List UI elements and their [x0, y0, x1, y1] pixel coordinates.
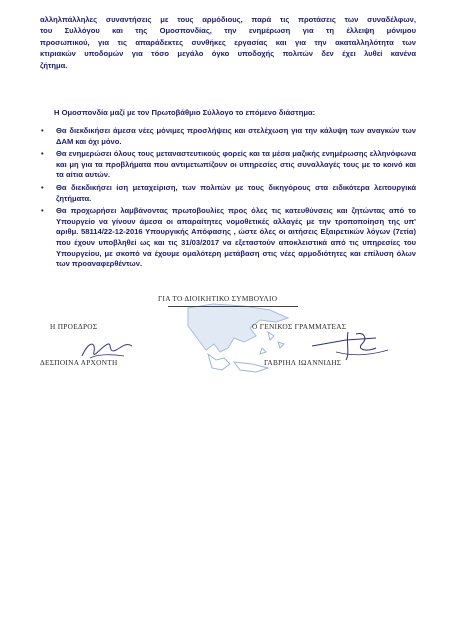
- bullet-icon: •: [41, 126, 44, 135]
- president-role: Η ΠΡΟΕΔΡΟΣ: [50, 322, 98, 331]
- list-item: [40, 206, 416, 270]
- list-item-text: Θα διεκδικήσει ίση μεταχείριση, των πολιτών με τους δικηγόρους στα ειδικότερα λειτουργικά ζητήματα.: [56, 182, 416, 203]
- list-item: [40, 126, 416, 147]
- intro-line: ζήτημα.: [40, 60, 68, 70]
- list-item: [40, 149, 416, 181]
- lead-sentence: Η Ομοσπονδία μαζί με τον Πρωτοβάθμιο Σύλλογο το επόμενο διάστημα:: [54, 108, 316, 117]
- list-item-text: Θα ενημερώσει όλους τους μεταναστευτικούς φορείς και τα μέσα μαζικής ενημέρωσης ελληνόφωνα και μη για τα προβλήματα που αντιμετωπίζουν οι υπηρεσίες στις συναλλαγές τους με το κοινό και τα αίτια αυτών.: [56, 149, 416, 180]
- signature-block: [38, 292, 418, 376]
- list-item-text: Θα προχωρήσει λαμβάνοντας πρωτοβουλίες προς όλες τις κατευθύνσεις και ζητώντας από το Υπουργείο να γίνουν άμεσα οι απαραίτητες νομοθετικές αλλαγές με την τροποποίηση της υπ' αριθμ. 58114/22-12-2016 Υπουργικής Απόφασης , ώστε όλες οι αιτήσεις Εξαιρετικών λόγων (7ετία) που έχουν υποβληθεί ως και τις 31/03/2017 να εξεταστούν αποκλειστικά από τις υπηρεσίες του Υπουργείου, με σκοπό να έχουμε ομαλότερη μετάβαση στις νέες αρμοδιότητες και επίλυση όλων των προαναφερθέντων.: [56, 206, 416, 269]
- bullet-icon: •: [41, 182, 44, 192]
- bullet-icon: •: [41, 206, 44, 216]
- president-signature-icon: [78, 336, 138, 364]
- intro-line: του Συλλόγου και της Ομοσπονδίας, την ενημέρωση για τη έλλειψη μόνιμου: [40, 26, 416, 36]
- secretary-role: Ο ΓΕΝΙΚΟΣ ΓΡΑΜΜΑΤΕΑΣ: [252, 322, 347, 331]
- secretary-signature-icon: [306, 330, 396, 364]
- intro-line: κτιριακών υποδομών για τόσο μεγάλο όγκο υποδοχής πολιτών δεν έχει λυθεί κανένα: [40, 49, 416, 59]
- demands-list: [40, 126, 416, 272]
- intro-line: προσωπικού, για τις απαράδεκτες συνθήκες εργασίας και για την ακαταλληλότητα των: [40, 37, 416, 47]
- list-item-text: Θα διεκδικήσει άμεσα νέες μόνιμες προσλήψεις και στελέχωση για την κάλυψη των αναγκών των ΔΑΜ και όχι μόνο.: [56, 126, 416, 146]
- bullet-icon: •: [41, 149, 44, 159]
- secretary-name: ΓΑΒΡΙΗΛ ΙΩΑΝΝΙΔΗΣ: [264, 358, 342, 367]
- header-rule: [168, 306, 298, 307]
- board-header: ΓΙΑ ΤΟ ΔΙΟΙΚΗΤΙΚΟ ΣΥΜΒΟΥΛΙΟ: [158, 294, 278, 303]
- intro-paragraph: [40, 14, 416, 71]
- list-item: [40, 183, 416, 204]
- president-name: ΔΕΣΠΟΙΝΑ ΑΡΧΟΝΤΗ: [40, 358, 118, 367]
- intro-line: αλληλπάλληλες συναντήσεις με τους αρμόδιους, παρά τις προτάσεις των συναδέλφων,: [40, 15, 416, 24]
